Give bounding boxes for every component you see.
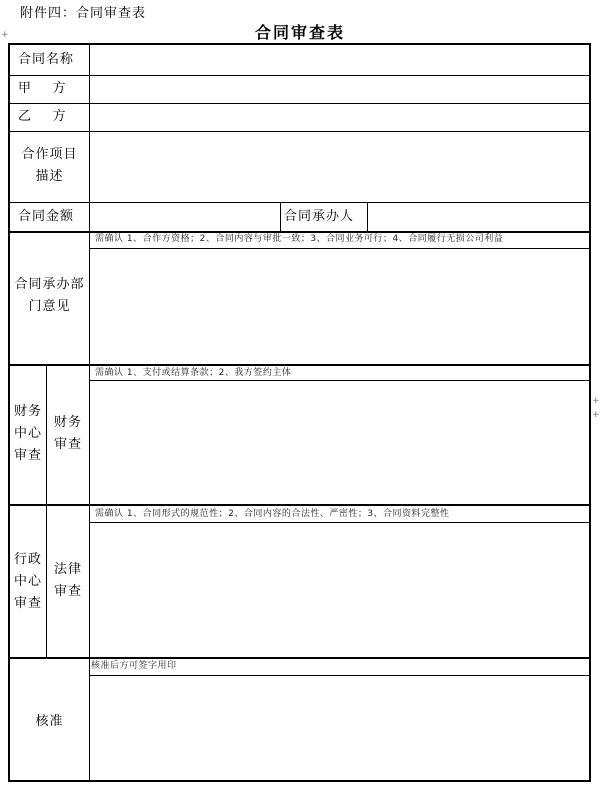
admin-center-label bbox=[10, 549, 46, 615]
finance-review-line: 审查 bbox=[53, 437, 82, 452]
handler-divider bbox=[367, 202, 368, 231]
row-rule bbox=[10, 103, 589, 104]
approve-hint: 核准后方可签字用印 bbox=[91, 661, 177, 671]
dept-opinion-line: 门意见 bbox=[28, 299, 71, 314]
project-desc-label bbox=[10, 144, 89, 188]
legal-review-line: 法律 bbox=[53, 562, 82, 577]
handler-label: 合同承办人 bbox=[284, 209, 355, 224]
finance-center-line: 财务 bbox=[13, 404, 42, 419]
row-rule bbox=[10, 504, 589, 506]
dept-opinion-label bbox=[10, 274, 89, 318]
finance-review-line: 财务 bbox=[53, 415, 82, 430]
form-title: 合同审查表 bbox=[254, 23, 345, 42]
dept-opinion-hint: 需确认 1、合作方资格；2、合同内容与审批一致；3、合同业务可行；4、合同履行无损公司利益 bbox=[95, 234, 504, 244]
row-rule bbox=[10, 75, 589, 76]
legal-review-line: 审查 bbox=[53, 584, 82, 599]
margin-mark: + bbox=[1, 30, 9, 40]
finance-review-hint: 需确认 1、支付或结算条款；2、我方签约主体 bbox=[95, 368, 292, 378]
legal-review-label bbox=[47, 559, 89, 603]
party-b-label: 乙 方 bbox=[18, 109, 67, 124]
hint-rule bbox=[90, 522, 589, 523]
amount-divider bbox=[280, 202, 281, 231]
project-desc-line: 描述 bbox=[35, 169, 64, 184]
admin-center-line: 行政 bbox=[13, 552, 42, 567]
finance-center-line: 中心 bbox=[13, 426, 42, 441]
row-rule bbox=[10, 131, 589, 132]
review-form-table bbox=[8, 43, 591, 782]
project-desc-line: 合作项目 bbox=[21, 147, 78, 162]
row-rule bbox=[10, 202, 589, 203]
sub-column-rule bbox=[46, 364, 47, 657]
margin-mark: + bbox=[592, 396, 600, 406]
contract-name-label: 合同名称 bbox=[18, 52, 75, 67]
amount-label: 合同金额 bbox=[18, 209, 75, 224]
hint-rule bbox=[90, 675, 589, 676]
hint-rule bbox=[90, 380, 589, 381]
label-column-rule bbox=[89, 45, 90, 782]
admin-center-line: 审查 bbox=[13, 596, 42, 611]
admin-center-line: 中心 bbox=[13, 574, 42, 589]
finance-center-label bbox=[10, 401, 46, 467]
finance-center-line: 审查 bbox=[13, 448, 42, 463]
approve-label: 核准 bbox=[35, 714, 64, 729]
dept-opinion-line: 合同承办部 bbox=[14, 277, 85, 292]
party-a-label: 甲 方 bbox=[18, 81, 67, 96]
margin-mark: + bbox=[592, 410, 600, 420]
hint-rule bbox=[90, 248, 589, 249]
annex-label: 附件四：合同审查表 bbox=[20, 6, 147, 21]
finance-review-label bbox=[47, 412, 89, 456]
legal-review-hint: 需确认 1、合同形式的规范性；2、合同内容的合法性、严密性；3、合同资料完整性 bbox=[95, 509, 450, 519]
